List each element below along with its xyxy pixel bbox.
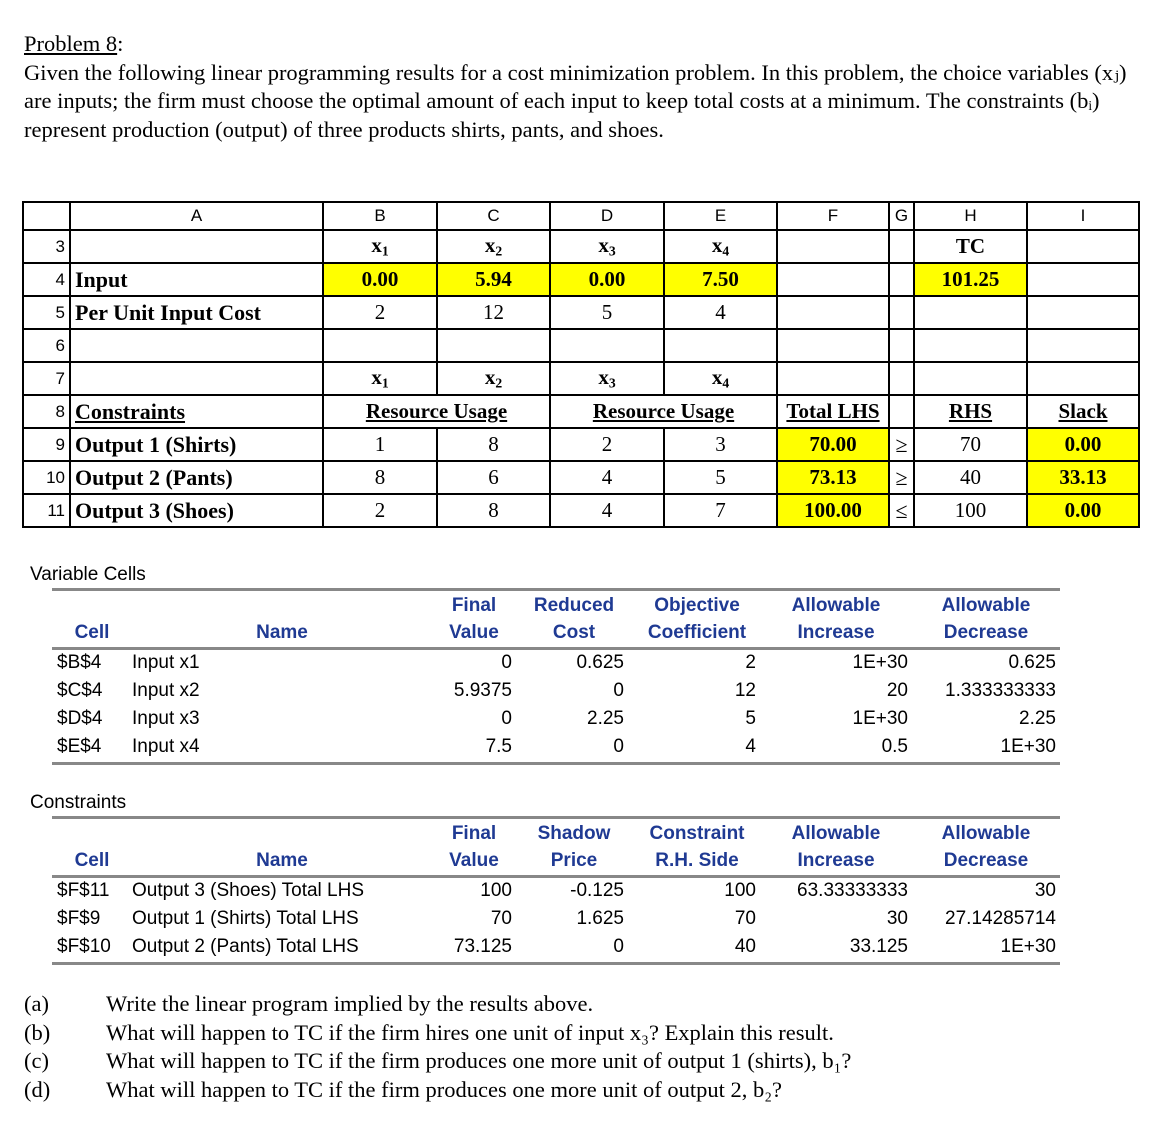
vc-increase: 1E+30 <box>852 708 908 729</box>
report-rule <box>52 762 1060 765</box>
list-item <box>24 1076 1144 1105</box>
cr-cell: $F$10 <box>57 936 111 957</box>
slack-pants: 33.13 <box>1027 461 1139 494</box>
vc-name: Input x4 <box>132 736 200 757</box>
total-lhs-shoes: 100.00 <box>777 494 889 527</box>
cell-c3: $x_2$ <box>437 230 550 263</box>
sheet-row-5 <box>23 296 1139 329</box>
vc-objective: 4 <box>745 736 756 757</box>
cr-header-rhs-2: R.H. Side <box>655 850 739 871</box>
vc-decrease: 1.333333333 <box>945 680 1056 701</box>
total-cost-value: 101.25 <box>914 263 1027 296</box>
usage-cell: 4 <box>550 461 664 494</box>
vc-final: 0 <box>501 708 512 729</box>
cr-header-name: Name <box>256 850 308 871</box>
constraints-label: Constraints <box>70 395 323 428</box>
table-row <box>52 733 1060 761</box>
vc-header-increase-2: Increase <box>797 622 875 643</box>
vc-cell: $D$4 <box>57 708 103 729</box>
cell-b7: $x_1$ <box>323 362 437 395</box>
cr-increase: 33.125 <box>849 936 908 957</box>
cr-header-final-2: Value <box>449 850 499 871</box>
vc-increase: 1E+30 <box>852 652 908 673</box>
problem-title: Problem 8 <box>24 31 118 56</box>
cell-d6 <box>550 329 664 362</box>
sheet-row-4 <box>23 263 1139 296</box>
vc-reduced: 0 <box>613 680 624 701</box>
list-item <box>24 990 1144 1019</box>
vc-header-reduced-1: Reduced <box>533 595 615 616</box>
vc-header-cell: Cell <box>74 622 110 643</box>
cr-name: Output 2 (Pants) Total LHS <box>132 936 359 957</box>
cell-e7: $x_4$ <box>664 362 777 395</box>
vc-header-name: Name <box>256 622 308 643</box>
total-lhs-shirts: 70.00 <box>777 428 889 461</box>
table-row <box>52 705 1060 733</box>
problem-title-colon: : <box>117 31 124 56</box>
cell-d3: $x_3$ <box>550 230 664 263</box>
vc-header-final-2: Value <box>449 622 499 643</box>
question-list <box>24 990 1144 1104</box>
question-label: (c) <box>24 1048 49 1073</box>
inequality-sign: ≤ <box>889 494 914 527</box>
cell-i3 <box>1027 230 1139 263</box>
vc-increase: 20 <box>886 680 908 701</box>
cr-cell: $F$9 <box>57 908 101 929</box>
problem-statement <box>24 30 1144 144</box>
input-x1-value: 0.00 <box>323 263 437 296</box>
slack-header: Slack <box>1027 395 1139 428</box>
vc-reduced: 0 <box>613 736 624 757</box>
total-lhs-pants: 73.13 <box>777 461 889 494</box>
table-row <box>52 933 1060 961</box>
question-label: (a) <box>24 991 49 1016</box>
vc-objective: 5 <box>745 708 756 729</box>
cost-x3: 5 <box>550 296 664 329</box>
cr-name: Output 1 (Shirts) Total LHS <box>132 908 359 929</box>
cr-final: 73.125 <box>453 936 512 957</box>
cell-a7 <box>70 362 323 395</box>
cell-h3-tc-label: TC <box>914 230 1027 263</box>
column-header-row <box>23 202 1139 230</box>
vc-final: 5.9375 <box>453 680 512 701</box>
cell-h7 <box>914 362 1027 395</box>
cell-d7: $x_3$ <box>550 362 664 395</box>
cell-g5 <box>889 296 914 329</box>
cell-f5 <box>777 296 889 329</box>
question-text: Write the linear program implied by the results above. <box>106 991 594 1016</box>
cr-shadow: -0.125 <box>570 880 624 901</box>
vc-final: 0 <box>501 652 512 673</box>
cost-x4: 4 <box>664 296 777 329</box>
question-text: What will happen to TC if the firm produces one more unit of output 2, b₂? <box>106 1076 783 1102</box>
vc-name: Input x2 <box>132 680 200 701</box>
usage-cell: 8 <box>437 428 550 461</box>
cr-header-increase-1: Allowable <box>791 823 881 844</box>
slack-shoes: 0.00 <box>1027 494 1139 527</box>
cost-x2: 12 <box>437 296 550 329</box>
report-rule <box>52 588 1060 591</box>
vc-reduced: 2.25 <box>587 708 624 729</box>
input-x4-value: 7.50 <box>664 263 777 296</box>
usage-cell: 2 <box>550 428 664 461</box>
vc-header-objective-1: Objective <box>654 595 740 616</box>
cr-increase: 30 <box>886 908 908 929</box>
cell-i7 <box>1027 362 1139 395</box>
cr-rhs: 70 <box>734 908 756 929</box>
cr-header-cell: Cell <box>74 850 110 871</box>
input-label: Input <box>70 263 323 296</box>
vc-header-decrease-2: Decrease <box>943 622 1029 643</box>
vc-decrease: 1E+30 <box>1000 736 1056 757</box>
vc-name: Input x3 <box>132 708 200 729</box>
usage-cell: 3 <box>664 428 777 461</box>
report-rule <box>52 962 1060 965</box>
cell-e6 <box>664 329 777 362</box>
rhs-header: RHS <box>914 395 1027 428</box>
cr-header-final-1: Final <box>451 823 497 844</box>
cell-h5 <box>914 296 1027 329</box>
variable-cells-title: Variable Cells <box>30 564 146 585</box>
cr-decrease: 30 <box>1034 880 1056 901</box>
col-header-h: H <box>914 202 1027 230</box>
cr-cell: $F$11 <box>57 880 110 901</box>
col-header-c: C <box>437 202 550 230</box>
cell-g3 <box>889 230 914 263</box>
col-header-d: D <box>550 202 664 230</box>
cr-name: Output 3 (Shoes) Total LHS <box>132 880 364 901</box>
cell-f7 <box>777 362 889 395</box>
list-item <box>24 1047 1144 1076</box>
cell-c6 <box>437 329 550 362</box>
question-label: (d) <box>24 1076 51 1102</box>
cell-i5 <box>1027 296 1139 329</box>
sheet-row-11 <box>23 494 1139 527</box>
vc-cell: $B$4 <box>57 652 102 673</box>
rhs-shoes: 100 <box>914 494 1027 527</box>
usage-cell: 2 <box>323 494 437 527</box>
input-x2-value: 5.94 <box>437 263 550 296</box>
col-header-a: A <box>70 202 323 230</box>
cell-b6 <box>323 329 437 362</box>
cell-f6 <box>777 329 889 362</box>
row-number: 8 <box>23 395 70 428</box>
question-text: What will happen to TC if the firm hires one unit of input x₃? Explain this result. <box>106 1019 834 1045</box>
table-row <box>52 677 1060 705</box>
spreadsheet-table <box>22 201 1140 528</box>
list-item <box>24 1019 1144 1048</box>
constraint-label-pants: Output 2 (Pants) <box>70 461 323 494</box>
cr-header-decrease-2: Decrease <box>943 850 1029 871</box>
cr-shadow: 0 <box>613 936 624 957</box>
cell-g4 <box>889 263 914 296</box>
constraint-label-shirts: Output 1 (Shirts) <box>70 428 323 461</box>
vc-name: Input x1 <box>132 652 200 673</box>
cr-header-decrease-1: Allowable <box>941 823 1031 844</box>
col-header-f: F <box>777 202 889 230</box>
vc-header-increase-1: Allowable <box>791 595 881 616</box>
cell-c7: $x_2$ <box>437 362 550 395</box>
row-number: 5 <box>23 296 70 329</box>
cell-a6 <box>70 329 323 362</box>
usage-cell: 7 <box>664 494 777 527</box>
cr-header-increase-2: Increase <box>797 850 875 871</box>
cell-h6 <box>914 329 1027 362</box>
input-x3-value: 0.00 <box>550 263 664 296</box>
table-row <box>52 649 1060 677</box>
vc-reduced: 0.625 <box>576 652 624 673</box>
sheet-row-6 <box>23 329 1139 362</box>
vc-objective: 2 <box>745 652 756 673</box>
usage-cell: 5 <box>664 461 777 494</box>
cell-i4 <box>1027 263 1139 296</box>
total-lhs-header: Total LHS <box>777 395 889 428</box>
problem-text: Given the following linear programming results for a cost minimization problem. In this problem, the choice variables (xⱼ) are inputs; the firm must choose the optimal amount of each input to keep total costs at a minimum. The constraints (bᵢ) represent production (output) of three products shirts, pants, and shoes. <box>24 59 1127 142</box>
vc-final: 7.5 <box>485 736 512 757</box>
cr-decrease: 27.14285714 <box>945 908 1056 929</box>
inequality-sign: ≥ <box>889 461 914 494</box>
row-number: 7 <box>23 362 70 395</box>
vc-objective: 12 <box>734 680 756 701</box>
cell-g8 <box>889 395 914 428</box>
rhs-shirts: 70 <box>914 428 1027 461</box>
vc-header-final-1: Final <box>451 595 497 616</box>
cell-g7 <box>889 362 914 395</box>
vc-header-decrease-1: Allowable <box>941 595 1031 616</box>
sheet-row-7 <box>23 362 1139 395</box>
sheet-row-10 <box>23 461 1139 494</box>
cost-x1: 2 <box>323 296 437 329</box>
cell-i6 <box>1027 329 1139 362</box>
cr-decrease: 1E+30 <box>1000 936 1056 957</box>
cell-b3: $x_1$ <box>323 230 437 263</box>
cr-increase: 63.33333333 <box>797 880 908 901</box>
cell-f4 <box>777 263 889 296</box>
sheet-row-9 <box>23 428 1139 461</box>
vc-header-objective-2: Coefficient <box>647 622 747 643</box>
row-number: 9 <box>23 428 70 461</box>
cr-header-shadow-1: Shadow <box>537 823 611 844</box>
row-number: 3 <box>23 230 70 263</box>
usage-cell: 1 <box>323 428 437 461</box>
cell-f3 <box>777 230 889 263</box>
vc-header-reduced-2: Cost <box>552 622 596 643</box>
cr-rhs: 100 <box>724 880 756 901</box>
sheet-row-3 <box>23 230 1139 263</box>
question-label: (b) <box>24 1019 51 1045</box>
question-text: What will happen to TC if the firm produces one more unit of output 1 (shirts), b₁? <box>106 1048 852 1073</box>
constraints-report-title: Constraints <box>30 792 127 813</box>
row-number: 10 <box>23 461 70 494</box>
col-header-b: B <box>323 202 437 230</box>
usage-cell: 8 <box>437 494 550 527</box>
resource-usage-header-right: Resource Usage <box>550 395 777 428</box>
constraint-label-shoes: Output 3 (Shoes) <box>70 494 323 527</box>
cr-header-shadow-2: Price <box>550 850 598 871</box>
vc-increase: 0.5 <box>881 736 908 757</box>
resource-usage-header-left: Resource Usage <box>323 395 550 428</box>
cost-label: Per Unit Input Cost <box>70 296 323 329</box>
usage-cell: 8 <box>323 461 437 494</box>
usage-cell: 6 <box>437 461 550 494</box>
row-number: 6 <box>23 329 70 362</box>
vc-cell: $E$4 <box>57 736 102 757</box>
cr-final: 100 <box>480 880 512 901</box>
col-header-i: I <box>1027 202 1139 230</box>
cr-rhs: 40 <box>734 936 756 957</box>
vc-decrease: 0.625 <box>1008 652 1056 673</box>
rhs-pants: 40 <box>914 461 1027 494</box>
inequality-sign: ≥ <box>889 428 914 461</box>
vc-decrease: 2.25 <box>1019 708 1056 729</box>
cell-g6 <box>889 329 914 362</box>
corner-cell <box>23 202 70 230</box>
cr-final: 70 <box>490 908 512 929</box>
row-number: 4 <box>23 263 70 296</box>
table-row <box>52 877 1060 905</box>
table-row <box>52 905 1060 933</box>
cr-shadow: 1.625 <box>576 908 624 929</box>
col-header-g: G <box>889 202 914 230</box>
usage-cell: 4 <box>550 494 664 527</box>
cell-a3 <box>70 230 323 263</box>
row-number: 11 <box>23 494 70 527</box>
slack-shirts: 0.00 <box>1027 428 1139 461</box>
cell-e3: $x_4$ <box>664 230 777 263</box>
vc-cell: $C$4 <box>57 680 103 701</box>
col-header-e: E <box>664 202 777 230</box>
cr-header-rhs-1: Constraint <box>649 823 745 844</box>
report-rule <box>52 816 1060 819</box>
sheet-row-8 <box>23 395 1139 428</box>
